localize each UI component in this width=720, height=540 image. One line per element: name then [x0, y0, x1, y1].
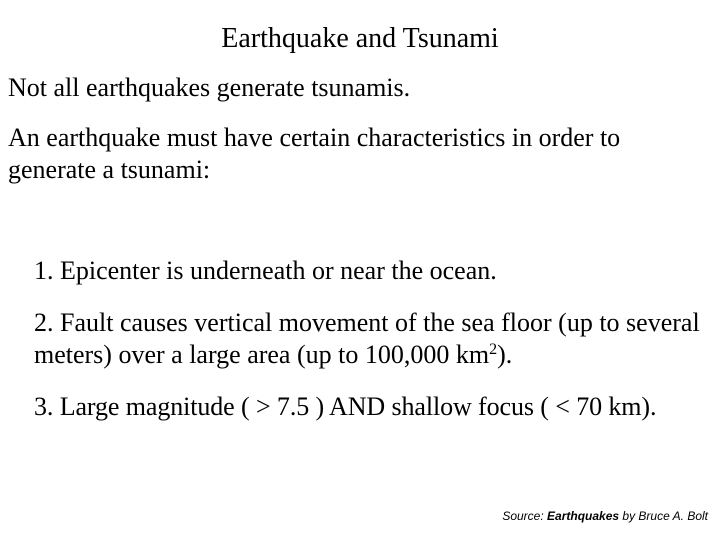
list-item-fault-movement: [34, 307, 714, 371]
list-item-epicenter: 1. Epicenter is underneath or near the ocean.: [34, 256, 497, 285]
list-item-magnitude: 3. Large magnitude ( > 7.5 ) AND shallow focus ( < 70 km).: [34, 392, 657, 421]
source-citation: [502, 508, 708, 524]
superscript-squared: 2: [489, 341, 498, 358]
slide-title: Earthquake and Tsunami: [221, 23, 499, 54]
source-book-title: Earthquakes: [547, 509, 620, 523]
source-prefix: Source:: [502, 509, 548, 523]
characteristics-paragraph: An earthquake must have certain characteristics in order to generate a tsunami:: [8, 123, 621, 184]
list-item-fault-end: ).: [497, 340, 513, 369]
source-author: by Bruce A. Bolt: [619, 509, 708, 523]
list-item-fault-text: 2. Fault causes vertical movement of the sea floor (up to several meters) over a large area (up to 100,000 km: [34, 308, 700, 369]
intro-paragraph: Not all earthquakes generate tsunamis.: [8, 73, 411, 102]
